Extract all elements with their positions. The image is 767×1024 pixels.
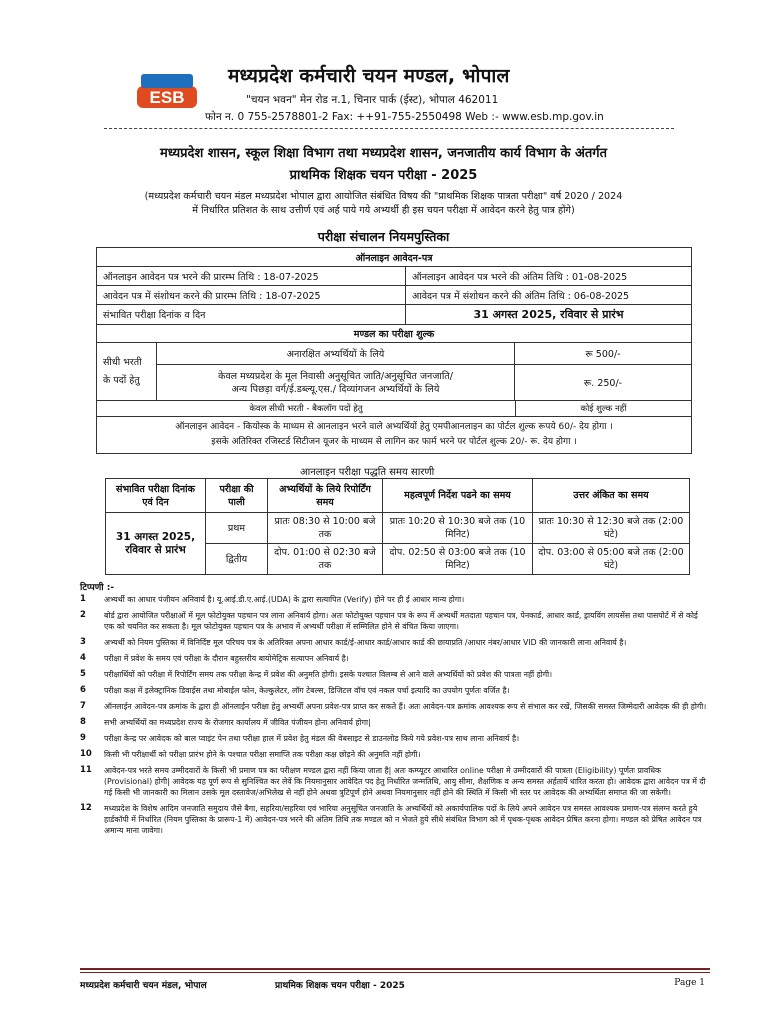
footer-exam-title: प्राथमिक शिक्षक चयन परीक्षा - 2025 xyxy=(275,981,405,991)
note-text: सभी अभ्यर्थियों का मध्यप्रदेश राज्य के रोजगार कार्यालय में जीवित पंजीयन होना अनिवार्य होगा| xyxy=(104,718,371,727)
reserved-label-line1: केवल मध्यप्रदेश के मूल निवासी अनुसूचित जाति/अनुसूचित जनजाति/ xyxy=(218,370,453,382)
note-text: बोर्ड द्वारा आयोजित परीक्षाओं में मूल फोटोयुक्त पहचान पत्र लाना अनिवार्य होगा। अतः फोटोयुक्त पहचान पत्र के रूप में अभ्यर्थी मतदाता पहचान पत्र, पेनकार्ड, आधार कार्ड, ड्रायविंग लायसेंस तथा पासपोर्ट में से कोई एक को चयनित कर सकता है। मूल फोटोयुक्त पहचान पत्र के अभाव में अभ्यर्थी परीक्षा में सम्मिलित होने से वंचित किया जाएगा। xyxy=(104,611,698,631)
schedule-date: 31 अगस्त 2025, रविवार से प्रारंभ xyxy=(106,513,206,575)
reserved-label-line2: अन्य पिछड़ा वर्ग/ई.डब्ल्यू.एस./ दिव्यांगजन अभ्यर्थियों के लिये xyxy=(231,383,440,395)
note-text: परीक्षार्थियों को परीक्षा में रिपोर्टिंग समय तक परीक्षा केन्द्र में प्रवेश की अनुमति होगी। इसके पश्चात विलम्ब से आने वाले अभ्यर्थियों को प्रवेश की पात्रता नहीं होगी। xyxy=(104,670,553,679)
schedule-header-row xyxy=(106,479,690,513)
correction-last-date: आवेदन पत्र में संशोधन करने की अंतिम तिथि : 06-08-2025 xyxy=(412,290,630,302)
note-text: अभ्यर्थी को नियम पुस्तिका में विनिर्दिष्ट मूल परिचय पत्र के अतिरिक्त अपना आधार कार्ड/ई-आधार कार्ड/आधार कार्ड की छायाप्रति /आधार नंबर/आधार VID की जानकारी लाना अनिवार्य है। xyxy=(104,638,627,647)
note-text: मध्यप्रदेश के विशेष आदिम जनजाति समुदाय जैसे बैगा, सहरिया/सहरिया एवं भारिया अनुसूचित जनजाति के अभ्यर्थियों को अकार्यपालिक पदों के लिये अपने आवेदन पत्र समस्त आवश्यक प्रमाण-पत्र संलग्न करते हुये हार्डकॉपी में निर्धारित (नियम पुस्तिका के प्रारूप-1 में) आवेदन-पत्र भरने की अंतिम तिथि तक मण्डल को न भेजते हुये सीधे संबंधित विभाग को में पृथक-पृथक आवेदन प्रेषित करना होगा। मण्डल को प्रेषित आवेदन पत्र अमान्य माना जावेगा। xyxy=(104,804,702,835)
application-info-table xyxy=(96,247,692,454)
note-number: 3 xyxy=(80,637,86,647)
note-item xyxy=(80,803,710,836)
exam-date-label: संभावित परीक्षा दिनांक व दिन xyxy=(97,305,406,324)
unreserved-label: अनारक्षित अभ्यर्थियों के लिये xyxy=(157,343,515,364)
note-item xyxy=(80,701,710,712)
footer-divider-thin xyxy=(80,972,710,973)
notes-list xyxy=(80,594,710,841)
schedule-header-date: संभावित परीक्षा दिनांक एवं दिन xyxy=(106,479,206,513)
note-number: 4 xyxy=(80,653,86,663)
direct-recruitment-label xyxy=(97,343,157,400)
note-text: ऑनलाईन आवेदन-पत्र क्रमांक के द्वारा ही ऑनलाईन परीक्षा हेतु अभ्यर्थी अपना प्रवेश-पत्र प्राप्त कर सकते हैं। अतः आवेदन-पत्र क्रमांक आवश्यक रूप से संभाल कर रखें, जिसकी समस्त जिम्मेदारी आवेदक की ही होगी। xyxy=(104,702,707,711)
note-number: 2 xyxy=(80,610,86,620)
note-text: परीक्षा कक्ष में इलेक्ट्रानिक डिवाईस तथा मोबाईल फोन, केल्कुलेटर, लॉग टेबल्स, डिजिटल वॉच एवं नकल पर्चा इत्यादि का उपयोग पूर्णतः वर्जित है। xyxy=(104,686,510,695)
schedule-caption: आनलाइन परीक्षा पद्धति समय सारणी xyxy=(300,467,435,478)
note-number: 1 xyxy=(80,594,86,604)
eligibility-note xyxy=(60,190,707,218)
note-text: किसी भी परीक्षार्थी को परीक्षा प्रारंभ होने के पश्चात परीक्षा समाप्ति तक परीक्षा कक्ष छोड़ने की अनुमति नहीं होगी। xyxy=(104,750,421,759)
note-text: परीक्षा में प्रवेश के समय एवं परीक्षा के दौरान बहुस्तरीय बायोमेट्रिक सत्यापन अनिवार्य है। xyxy=(104,654,349,663)
portal-fee-note xyxy=(97,417,691,453)
portal-fee-note-line2: इसके अतिरिक्त रजिस्टर्ड सिटीजन यूजर के माध्यम से लागिन कर फार्म भरने पर पोर्टल शुल्क 20/- रू. देय होगा । xyxy=(211,437,577,447)
notes-title: टिप्पणी :- xyxy=(80,583,115,593)
header-divider xyxy=(104,128,674,129)
note-item xyxy=(80,653,710,664)
schedule-shift: प्रथम xyxy=(206,513,268,544)
footer-organization: मध्यप्रदेश कर्मचारी चयन मंडल, भोपाल xyxy=(80,981,207,991)
note-number: 7 xyxy=(80,701,86,711)
rulebook-title: परीक्षा संचालन नियमपुस्तिका xyxy=(317,229,450,244)
note-item xyxy=(80,594,710,605)
online-application-heading: ऑनलाइन आवेदन-पत्र xyxy=(355,252,433,264)
schedule-header-reporting: अभ्यर्थियों के लिये रिपोर्टिंग समय xyxy=(268,479,383,513)
portal-fee-note-line1: ऑनलाइन आवेदन - कियोस्क के माध्यम से आनलाइन भरने वाले अभ्यर्थियों हेतु एमपीआनलाइन का पोर्टल शुल्क रूपये 60/- देय होगा । xyxy=(175,422,613,432)
organization-contact: फोन न. 0 755-2578801-2 Fax: ++91-755-2550498 Web :- www.esb.mp.gov.in xyxy=(205,111,604,123)
note-item xyxy=(80,685,710,696)
application-start-date: ऑनलाइन आवेदन पत्र भरने की प्रारम्भ तिथि : 18-07-2025 xyxy=(97,267,406,285)
note-item xyxy=(80,717,710,728)
schedule-answering: प्रातः 10:30 से 12:30 बजे तक (2:00 घंटे) xyxy=(533,513,690,544)
application-last-date: ऑनलाइन आवेदन पत्र भरने की अंतिम तिथि : 01-08-2025 xyxy=(412,271,628,283)
note-number: 11 xyxy=(80,765,92,775)
schedule-answering: दोप. 03:00 से 05:00 बजे तक (2:00 घंटे) xyxy=(533,544,690,575)
note-text: अभ्यर्थी का आधार पंजीयन अनिवार्य है। यू.आई.डी.ए.आई.(UDA) के द्वारा सत्यापित (Verify) होने पर ही ई आधार मान्य होगा। xyxy=(104,595,465,604)
schedule-header-shift: परीक्षा की पाली xyxy=(206,479,268,513)
schedule-instructions: प्रातः 10:20 से 10:30 बजे तक (10 मिनिट) xyxy=(383,513,533,544)
note-number: 5 xyxy=(80,669,86,679)
schedule-header-answering: उत्तर अंकित का समय xyxy=(533,479,690,513)
unreserved-fee: रू 500/- xyxy=(585,349,621,360)
direct-recruitment-line1: सीधी भरती xyxy=(103,356,142,368)
note-text: परीक्षा केन्द्र पर आवेदक को बाल प्वाइंट पेन तथा परीक्षा हाल में प्रवेश हेतु मंडल की वेबसाइट से डाउनलोड किये गये प्रवेश-पत्र साथ लाना अनिवार्य है। xyxy=(104,734,520,743)
logo-text: ESB xyxy=(149,88,185,107)
note-item xyxy=(80,610,710,632)
footer-divider xyxy=(80,968,710,970)
fee-heading: मण्डल का परीक्षा शुल्क xyxy=(353,329,435,340)
note-text: आवेदन-पत्र भरते समय उम्मीदवारों के किसी भी प्रमाण पत्र का परीक्षण मण्डल द्वारा नहीं किया जाता है| अतः कम्प्यूटर आधारित online परीक्षा मे उम्मीदवारों की पात्रता (Eligibility) पूर्णतः प्रावधिक (Provisional) होगी| आवेदक यह पूर्ण रूप से सुनिश्चित कर लेवें कि नियमानुसार आवेदित पद हेतु निर्धारित जन्मतिथि, आयु सीमा, शैक्षणिक व अन्य समस्त अर्हतायें धारित करता हो। आवेदक द्वारा आवेदन पत्र में दी गई किसी भी जानकारी का मिलान उसके मूल दस्तावेज/अभिलेख से नहीं होने अथवा त्रुटिपूर्ण होने अथवा नियमानुसार नहीं होने की स्थिति में किसी भी स्तर पर आवेदक की अभ्यर्थिता समाप्त की जा सकेगी। xyxy=(104,766,706,797)
note-number: 10 xyxy=(80,749,92,759)
reserved-fee: रू. 250/- xyxy=(583,378,623,389)
correction-start-date: आवेदन पत्र में संशोधन करने की प्रारम्भ तिथि : 18-07-2025 xyxy=(97,286,406,304)
schedule-table xyxy=(105,478,690,575)
note-number: 8 xyxy=(80,717,86,727)
schedule-header-instructions: महत्वपूर्ण निर्देश पढने का समय xyxy=(383,479,533,513)
exam-title: प्राथमिक शिक्षक चयन परीक्षा - 2025 xyxy=(289,168,478,183)
note-item xyxy=(80,637,710,648)
schedule-row xyxy=(106,513,690,544)
schedule-instructions: दोप. 02:50 से 03:00 बजे तक (10 मिनिट) xyxy=(383,544,533,575)
page-number: Page 1 xyxy=(674,978,705,988)
schedule-reporting: प्रातः 08:30 से 10:00 बजे तक xyxy=(268,513,383,544)
note-item xyxy=(80,765,710,798)
backlog-label: केवल सीधी भरती - बैकलॉग पदों हेतु xyxy=(97,401,516,416)
fee-category-rows xyxy=(157,343,691,400)
esb-logo xyxy=(137,72,197,112)
schedule-reporting: दोप. 01:00 से 02:30 बजे तक xyxy=(268,544,383,575)
note-number: 9 xyxy=(80,733,86,743)
exam-date-value: 31 अगस्त 2025, रविवार से प्रारंभ xyxy=(473,308,624,321)
reserved-label xyxy=(157,365,515,400)
organization-title: मध्यप्रदेश कर्मचारी चयन मण्डल, भोपाल xyxy=(228,65,510,87)
department-heading: मध्यप्रदेश शासन, स्कूल शिक्षा विभाग तथा मध्यप्रदेश शासन, जनजातीय कार्य विभाग के अंतर्गत xyxy=(159,146,608,161)
organization-address: "चयन भवन" मेन रोड न.1, चिनार पार्क (ईस्ट), भोपाल 462011 xyxy=(246,94,499,106)
direct-recruitment-line2: के पदों हेतु xyxy=(103,374,140,386)
note-item xyxy=(80,749,710,760)
backlog-fee: कोई शुल्क नहीं xyxy=(580,404,627,414)
note-number: 12 xyxy=(80,803,92,813)
note-item xyxy=(80,669,710,680)
note-number: 6 xyxy=(80,685,86,695)
eligibility-note-line-a: (मध्यप्रदेश कर्मचारी चयन मंडल मध्यप्रदेश भोपाल द्वारा आयोजित संबंधित विषय की "प्राथमिक शिक्षक पात्रता परीक्षा" वर्ष 2020 / 2024 xyxy=(144,191,623,202)
schedule-shift: द्वितीय xyxy=(206,544,268,575)
note-item xyxy=(80,733,710,744)
eligibility-note-line-b: में निर्धारित प्रतिशत के साथ उत्तीर्ण एवं अर्ह पाये गये अभ्यर्थी ही इस चयन परीक्षा में आवेदन करने हेतु पात्र होंगे) xyxy=(192,205,575,216)
